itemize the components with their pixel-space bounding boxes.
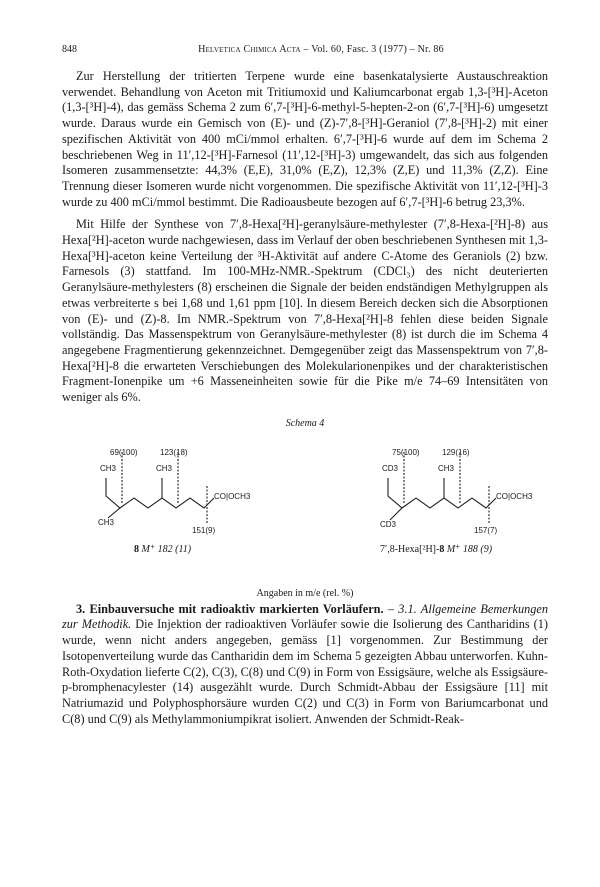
left-molecule-skeleton <box>106 452 214 524</box>
section-3 <box>62 602 548 728</box>
left-fragment-151: 151(9) <box>192 525 216 535</box>
section-text: Die Injektion der radioaktiven Vorläufer sowie die Isolierung des Cantharidins (1) wurde, wenn nicht anders angegeben, gemäss [1] vorgenommen. Zur Bestimmung der Isotopenverteilung wurde das Cantharidin dem im Schema 5 gezeigten Abbau unterworfen. Kuhn-Roth-Oxydation lieferte C(2), C(3), C(8) und C(9) in Form von Essigsäure, welche als Essigsäure-p-bromphenacylester (14) ausgezählt wurde. Durch Schmidt-Abbau der Essigsäure [11] mit Natriumazid und Polyphosphorsäure wurden C(2) und C(3) in Form von Bariumcarbonat und C(8) und C(9) als Methylammoniumpikrat isoliert. Anwenden der Schmidt-Reak- <box>62 617 548 726</box>
right-cd3-top: CD3 <box>382 463 399 473</box>
scheme-4 <box>62 412 548 602</box>
right-molecule-skeleton <box>388 452 496 524</box>
right-fragment-157: 157(7) <box>474 525 498 535</box>
left-compound-number: 8 <box>134 543 139 555</box>
left-fragment-123: 123(18) <box>160 447 188 457</box>
page-number: 848 <box>62 44 77 55</box>
left-methyl-bond <box>108 508 120 518</box>
left-ester-group: CO|OCH3 <box>214 491 251 501</box>
right-methyl-branch: CH3 <box>438 463 455 473</box>
running-header <box>62 44 548 64</box>
journal-header <box>94 44 548 55</box>
right-cd3-bottom: CD3 <box>380 519 397 529</box>
right-ester-group: CO|OCH3 <box>496 491 533 501</box>
left-caption <box>134 544 191 555</box>
left-methyl-top: CH3 <box>100 463 117 473</box>
paragraph-tritium: Zur Herstellung der tritierten Terpene wurde eine basenkatalysierte Austauschreaktion verwendet. Behandlung von Aceton mit Tritiumoxid und Kaliumcarbonat ergab 1,3-[³H]-Aceton (1,3-[³H]-4), das gemäss Schema 2 zum 6′,7-[³H]-6-methyl-5-hepten-2-on (6′,7-[³H]-6) umgesetzt wurde. Daraus wurde ein Gemisch von (E)- und (Z)-7′,8-[³H]-Geraniol (7′,8-[³H]-2) mit einer spezifischen Aktivität von 400 mCi/mmol erhalten. 6′,7-[³H]-6 wurde auf dem im Schema 2 beschriebenen Weg in 11′,12-[³H]-Farnesol (11′,12-[³H]-3) umgewandelt, das sich aus folgenden Isomeren zusammensetzte: 44,3% (E,E), 31,0% (E,Z), 12,3% (Z,E) und 11,3% (Z,Z). Eine Trennung dieser Isomeren wurde nicht vorgenommen. Die spezifische Aktivität von 11′,12-[³H]-3 wurde zu 400 mCi/mmol bestimmt. Die Radioausbeute bezogen auf 6′,7-[³H]-6 betrug 23,3%. <box>62 69 548 209</box>
page <box>62 44 548 727</box>
journal-name: Helvetica Chimica Acta <box>198 44 301 55</box>
right-chain-bond <box>388 478 496 508</box>
left-methyl-branch: CH3 <box>156 463 173 473</box>
left-methyl-bottom: CH3 <box>98 517 115 527</box>
right-caption <box>380 544 492 555</box>
paragraph-deuterium: Mit Hilfe der Synthese von 7′,8-Hexa[²H]-geranylsäure-methylester (7′,8-Hexa-[²H]-8) aus Hexa[²H]-aceton wurde nachgewiesen, dass im Verlauf der oben beschriebenen Synthesen mit 1,3-Hexa[³H]-aceton keine Verteilung der ³H-Aktivität auf andere C-Atome des Geraniols (2) bzw. Farnesols (3) stattfand. Im 100-MHz-NMR.-Spektrum (CDCl₃) des nicht deuterierten Geranylsäure-methylesters (8) erscheinen die Signale der beiden endständigen Methylgruppen als etwas verbreiterte s bei 1,68 und 1,61 ppm [10]. In diesem Bereich decken sich die Absorptionen von (E)- und (Z)-8. Im NMR.-Spektrum von 7′,8-Hexa[²H]-8 fehlen diese beiden Signale vollständig. Das Massenspektrum von Geranylsäure-methylester (8) ist durch die im Schema 4 angegebene Fragmentierung gekennzeichnet. Demgegenüber zeigt das Massenspektrum von 7′,8-Hexa[²H]-8 die erwarteten Verschiebungen des Molekularionenpikes und der charakteristischen Fragment-Ionenpike um +6 Masseneinheiten sowie für die Pike m/e 74–69 Intensitäten von weniger als 6%. <box>62 217 548 405</box>
scheme-structures <box>62 412 548 602</box>
right-molecular-ion: M⁺ 188 (9) <box>446 543 493 555</box>
section-subheading: – 3.1. Allgemeine Bemerkungen zur Methodik. <box>62 601 548 632</box>
left-molecular-ion: M⁺ 182 (11) <box>141 543 192 555</box>
section-heading: 3. Einbauversuche mit radioaktiv markierten Vorläufern. <box>76 601 384 616</box>
right-fragment-75: 75(100) <box>392 447 420 457</box>
right-fragment-129: 129(16) <box>442 447 470 457</box>
right-compound-prefix: 7′,8-Hexa[²H]- <box>380 543 440 555</box>
scheme-title: Schema 4 <box>285 417 325 429</box>
left-chain-bond <box>106 478 214 508</box>
left-fragment-69: 69(100) <box>110 447 138 457</box>
right-compound-number: 8 <box>439 543 445 555</box>
right-methyl-bond <box>390 508 402 520</box>
scheme-footnote: Angaben in m/e (rel. %) <box>256 587 354 599</box>
journal-issue: – Vol. 60, Fasc. 3 (1977) – Nr. 86 <box>300 44 444 55</box>
